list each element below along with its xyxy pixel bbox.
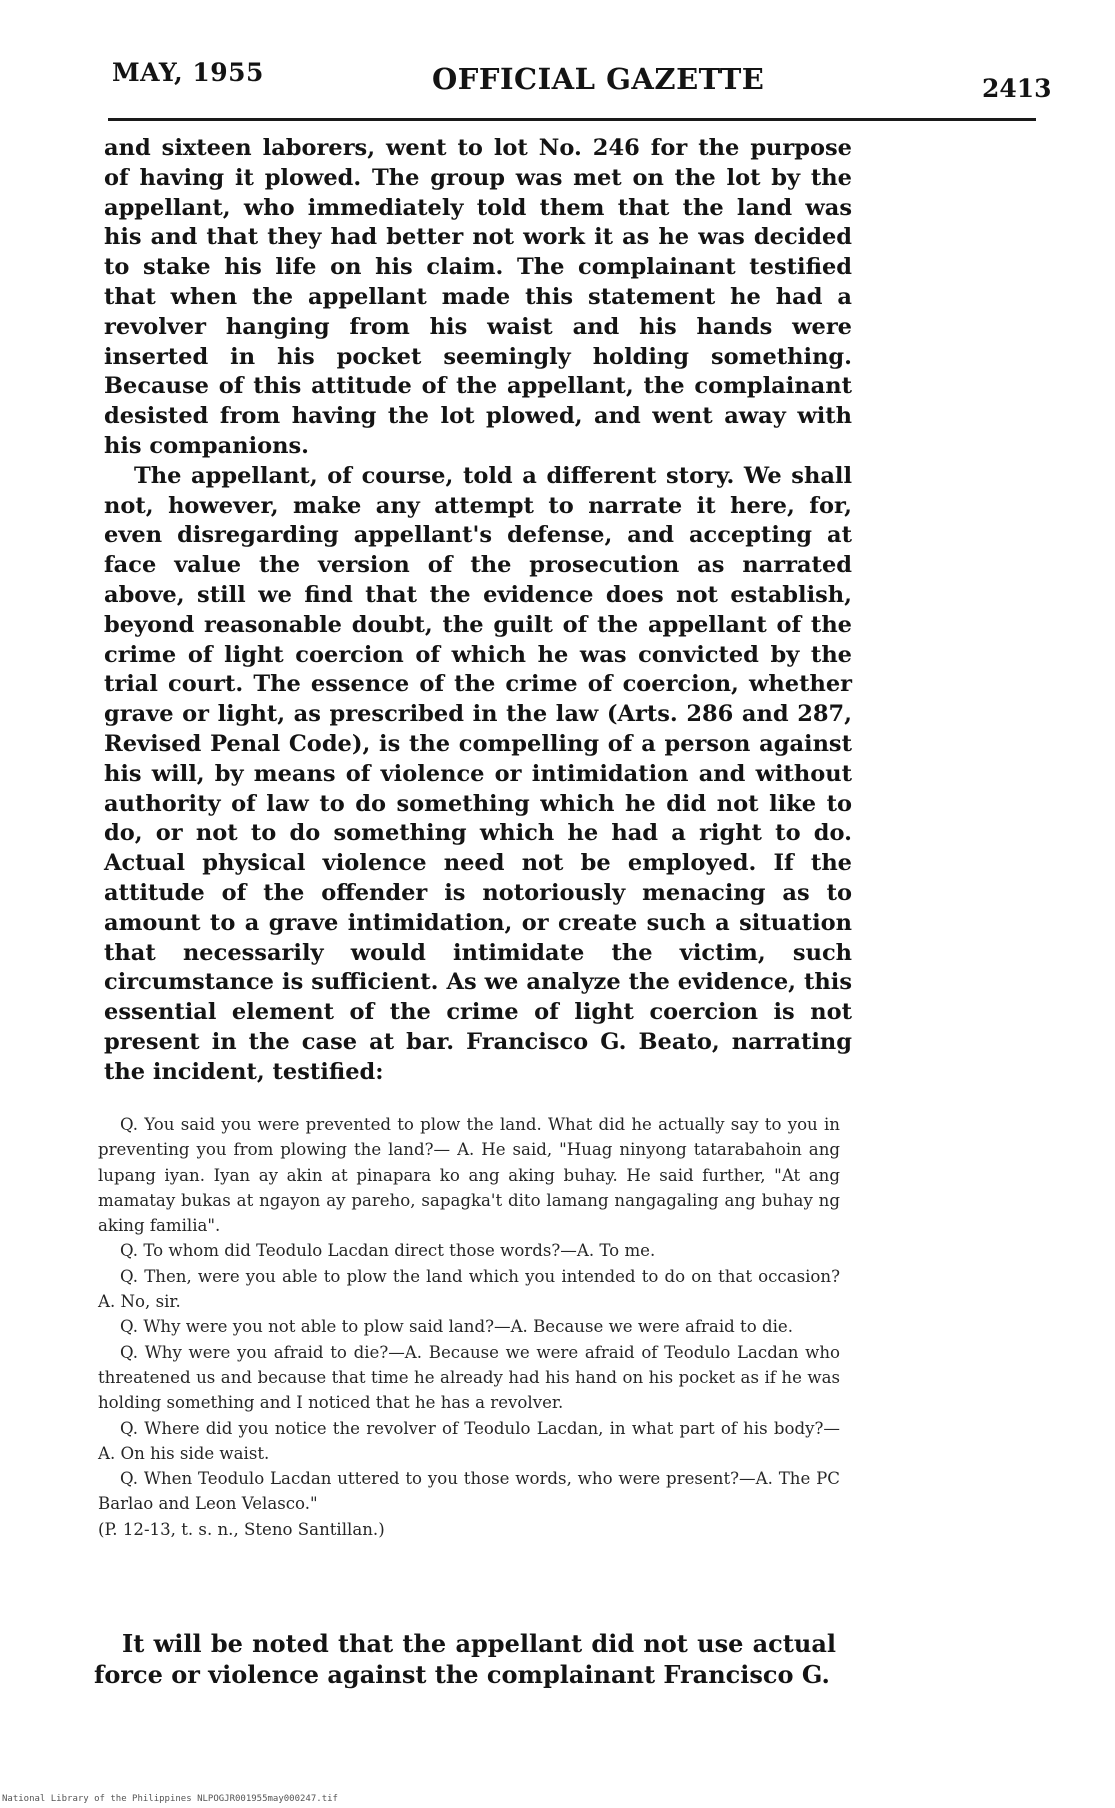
testimony-1: Q. You said you were prevented to plow the land. What did he actually say to you in preventing you from plowing the land?— A. He said, "Huag ninyong tatarabahoin ang lupang iyan. Iyan ay akin at pinapara ko ang aking buhay. He said further, "At ang mamatay bukas at ngayon ay pareho, sapagka't dito lamang nangagaling ang buhay ng aking familia". — [98, 1115, 840, 1236]
header-date: MAY, 1955 — [112, 58, 264, 87]
scan-footer: National Library of the Philippines NLPOGJR001955may000247.tif — [2, 1794, 338, 1804]
header-rule — [108, 118, 1036, 121]
header-title: OFFICIAL GAZETTE — [432, 62, 765, 96]
testimony-5: Q. Why were you afraid to die?—A. Because we were afraid of Teodulo Lacdan who threatened us and because that time he already had his hand on his pocket as if he was holding something and I noticed that he has a revolver. — [98, 1342, 840, 1413]
testimony-4: Q. Why were you not able to plow said land?—A. Because we were afraid to die. — [120, 1317, 793, 1337]
testimony-6: Q. Where did you notice the revolver of Teodulo Lacdan, in what part of his body?— A. On his side waist. — [98, 1418, 840, 1463]
testimony-2: Q. To whom did Teodulo Lacdan direct those words?—A. To me. — [120, 1241, 656, 1261]
page-number: 2413 — [982, 74, 1052, 103]
paragraph-2: The appellant, of course, told a different story. We shall not, however, make any attempt to narrate it here, for, even disregarding appellant's defense, and accepting at face value the version of the prosecution as narrated above, still we find that the evidence does not establish, beyond reasonable doubt, the guilt of the appellant of the crime of light coercion of which he was convicted by the trial court. The essence of the crime of coercion, whether grave or light, as prescribed in the law (Arts. 286 and 287, Revised Penal Code), is the compelling of a person against his will, by means of violence or intimidation and without authority of law to do something which he did not like to do, or not to do something which he had a right to do. Actual physical violence need not be employed. If the attitude of the offender is notoriously menacing as to amount to a grave intimidation, or create such a situation that necessarily would intimidate the victim, such circumstance is sufficient. As we analyze the evidence, this essential element of the crime of light coercion is not present in the case at bar. Francisco G. Beato, narrating the incident, testified: — [104, 462, 852, 1085]
paragraph-1: and sixteen laborers, went to lot No. 246 for the purpose of having it plowed. The group was met on the lot by the appellant, who immediately told them that the land was his and that they had better not work it as he was decided to stake his life on his claim. The complainant testified that when the appellant made this statement he had a revolver hanging from his waist and his hands were inserted in his pocket seemingly holding something. Because of this attitude of the appellant, the complainant desisted from having the lot plowed, and went away with his companions. — [104, 135, 852, 459]
citation: (P. 12-13, t. s. n., Steno Santillan.) — [98, 1519, 385, 1539]
testimony-3: Q. Then, were you able to plow the land which you intended to do on that occasion? A. No, sir. — [98, 1266, 840, 1312]
testimony-block — [98, 1112, 840, 1542]
closing-paragraph: It will be noted that the appellant did not use actual force or violence against the complainant Francisco G. — [94, 1629, 836, 1689]
closing-block — [94, 1628, 836, 1690]
body-text — [104, 134, 852, 1088]
testimony-7: Q. When Teodulo Lacdan uttered to you those words, who were present?—A. The PC Barlao and Leon Velasco." — [98, 1469, 840, 1514]
